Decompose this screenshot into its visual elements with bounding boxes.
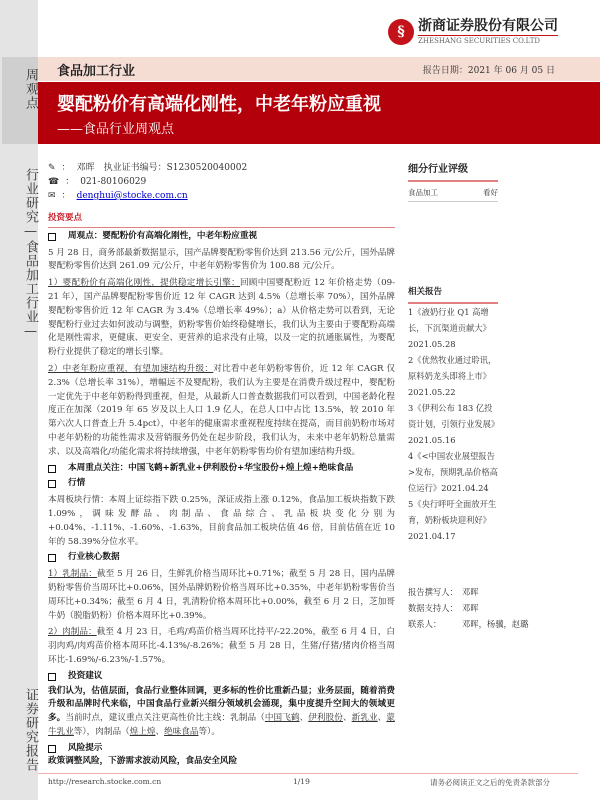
related-reports <box>408 284 498 544</box>
pen-icon: ✎ <box>48 163 56 173</box>
checkbox-bullet-icon <box>48 233 56 241</box>
mail-icon: ✉ <box>48 191 56 201</box>
checkbox-bullet-icon <box>48 480 56 488</box>
phone: 021-80106029 <box>80 177 147 187</box>
paragraph: 本周板块行情：本周上证综指下跌 0.25%，深证成指上涨 0.12%，食品加工板块指数下跌 1.09%，调味发酵品、肉制品、食品综合、乳品板块变化分别为+0.04%、-1.11%、-1.60%、-1.63%，目前食品加工板块估值 46 倍，目前估值在近 10 年的 58.39%分位水平。 <box>48 495 395 547</box>
paragraph: 1）婴配粉价有高端化刚性，提供稳定增长引擎：回顾中国婴配粉近 12 年价格走势（09-21 年），国产品牌婴配粉零售价近 12 年 CAGR 达到 4.5%（总增长率 70%），国外品牌婴配粉零售价近 12 年 CAGR 为 3.4%（总增长率 49%）；a）从价格走势可以看到，无论婴配粉行业过去如何波动与调整，奶粉零售价始终稳健增长，我们认为主要由于婴配粉高端化是刚性需求，更健康、更安全、更营养的追求没有止境，以及一定的抗通胀属性，为婴配粉行业提供了稳定的增长引擎。 <box>48 278 396 358</box>
heading-focus: 本周重点关注：中国飞鹤+新乳业+伊利股份+华宝股份+煌上煌+绝味食品 <box>48 462 395 476</box>
stock-link[interactable]: 新乳业 <box>351 713 378 724</box>
paragraph: 2）中老年粉应重视，有望加速结构升级：对比看中老年奶粉零售价，近 12 年 CAGR 仅 2.3%（总增长率 31%），增幅远不及婴配粉，我们认为主要是在消费升级过程中，婴配粉一定优先于中老年奶粉得到重视，但是，从最新人口普查数据我们可以看到，中国老龄化程度正在加深（2019 年 65 岁及以上人口 1.9 亿人，在总人口中占比 13.5%，较 2010 年第六次人口普查上升 5.4pct），中老年的健康需求重视程度持续在提高，而目前奶粉市场对中老年奶粉的功能性需求及营销服务仍处在起步阶段，我们认为，未来中老年奶粉总量需求、以及高端化/功能化需求将持续增强，中老年奶粉零售均价有望加速结构升级。 <box>48 363 396 457</box>
paragraph: 2）肉制品：截至 4 月 23 日，毛鸡/鸡苗价格当周环比持平/-22.20%，截至 6 月 4 日，白羽肉鸡/肉鸡苗价格本周环比-4.13%/-8.26%；截至 5 月 28 日，生猪/仔猪/猪肉价格当周环比-1.69%/-6.23%/-1.57%。 <box>48 627 396 665</box>
logo-en: ZHESHANG SECURITIES CO.LTD <box>418 37 541 45</box>
paragraph: 1）乳制品：截至 5 月 26 日，生鲜乳价格当周环比+0.71%；截至 5 月 28 日，国内品牌奶粉零售价当周环比+0.06%，国外品牌奶粉价格当周环比+0.35%，中老年奶粉零售价当周环比+0.34%；截至 6 月 4 日，乳清粉价格本周环比+0.00%，截至 6 月 2 日，芝加哥牛奶（脱脂奶粉）价格本周环比+0.39%。 <box>48 569 395 621</box>
side-report-type: 证券研究报告 <box>23 688 38 772</box>
risk-text: 政策调整风险，下游需求波动风险，食品安全风险 <box>48 756 238 767</box>
header-band <box>38 57 600 81</box>
related-item[interactable]: 5《央行呼吁全面放开生育，奶粉板块迎利好》2021.04.17 <box>408 499 497 541</box>
side-strip <box>0 0 38 800</box>
related-item[interactable]: 3《伊利公布 183 亿投资计划，引领行业发展》2021.05.16 <box>408 403 496 445</box>
phone-icon: ☎ <box>48 177 60 187</box>
logo-mark-icon: § <box>388 19 414 45</box>
rating-row: 食品加工 看好 <box>408 185 498 202</box>
analyst: 邓晖 执业证书编号：S1230520040002 <box>76 163 248 173</box>
footer-url[interactable]: http://research.stocke.com.cn <box>48 777 162 786</box>
checkbox-bullet-icon <box>48 673 56 681</box>
stock-link[interactable]: 煌上煌 <box>129 726 156 737</box>
heading-risk: 风险提示 <box>48 742 395 756</box>
disclaimer: 请务必阅读正文之后的免责条款部分 <box>430 778 550 787</box>
right-column <box>408 162 529 632</box>
paragraph: 我们认为，估值层面，食品行业整体回调，更多标的性价比重新凸显；业务层面，随着消费升级和品牌时代来临，中国食品行业新兴细分领域机会涌现，集中度提升空间大的领域更多。当前时点，建议重点关注更高性价比主线：乳制品（中国飞鹤、伊利股份、新乳业、蒙牛乳业等），肉制品（煌上煌、绝味食品等）。 <box>48 685 395 737</box>
rating-title: 细分行业评级 <box>408 162 498 182</box>
heading-advice: 投资建议 <box>48 670 395 684</box>
heading-market: 行情 <box>48 477 395 491</box>
related-item[interactable]: 4《<中国农业展望报告>发布，预期乳品价格高位运行》2021.04.24 <box>408 451 498 493</box>
report-title: 婴配粉价有高端化刚性，中老年粉应重视 <box>57 94 381 115</box>
report-subtitle: ——食品行业周观点 <box>57 122 175 137</box>
section-heading: 投资要点 <box>48 212 395 228</box>
title-banner <box>38 82 600 144</box>
checkbox-bullet-icon <box>48 745 56 753</box>
stock-link[interactable]: 蒙牛乳业 <box>48 713 395 737</box>
heading-core-data: 行业核心数据 <box>48 551 395 565</box>
report-date: 报告日期：2021 年 06 月 05 日 <box>422 66 555 76</box>
industry-label: 食品加工行业 <box>57 64 136 79</box>
related-title: 相关报告 <box>408 284 498 304</box>
stock-link[interactable]: 伊利股份 <box>308 713 343 724</box>
checkbox-bullet-icon <box>48 465 56 473</box>
related-item[interactable]: 2《优然牧业通过聆讯，原料奶龙头即将上市》2021.05.22 <box>408 355 497 397</box>
related-item[interactable]: 1《液奶行业 Q1 高增长，下沉渠道贡献大》2021.05.28 <box>408 307 491 349</box>
stock-link[interactable]: 绝味食品 <box>164 726 199 737</box>
paragraph: 5 月 28 日，商务部最新数据显示，国产品牌婴配粉零售价达到 213.56 元/公斤，国外品牌婴配粉零售价达到 261.09 元/公斤，中老年奶粉零售价为 100.88 元/公斤。 <box>48 247 395 272</box>
people-block: 报告撰写人： 邓晖 数据支持人： 邓晖 联系人： 邓晖，杨骥，赵璐 <box>408 587 529 629</box>
email-link[interactable]: denghui@stocke.com.cn <box>76 191 188 201</box>
footer <box>38 773 578 787</box>
page-number: 1/19 <box>293 777 310 786</box>
heading-weekly-view: 周观点：婴配粉价有高端化刚性，中老年粉应重视 <box>48 230 395 244</box>
checkbox-bullet-icon <box>48 554 56 562</box>
main-column <box>48 162 395 769</box>
side-tab-label: 周观点 <box>23 68 38 110</box>
side-category: 行业研究—食品加工行业— <box>23 168 38 340</box>
stock-link[interactable]: 中国飞鹤 <box>264 713 300 724</box>
company-logo <box>388 18 558 45</box>
logo-cn: 浙商证券股份有限公司 <box>418 18 558 34</box>
contact-block: ✎ ： 邓晖 执业证书编号：S1230520040002 ☎ ： 021-80106029 ✉ ： denghui@stocke.com.cn <box>48 162 395 204</box>
